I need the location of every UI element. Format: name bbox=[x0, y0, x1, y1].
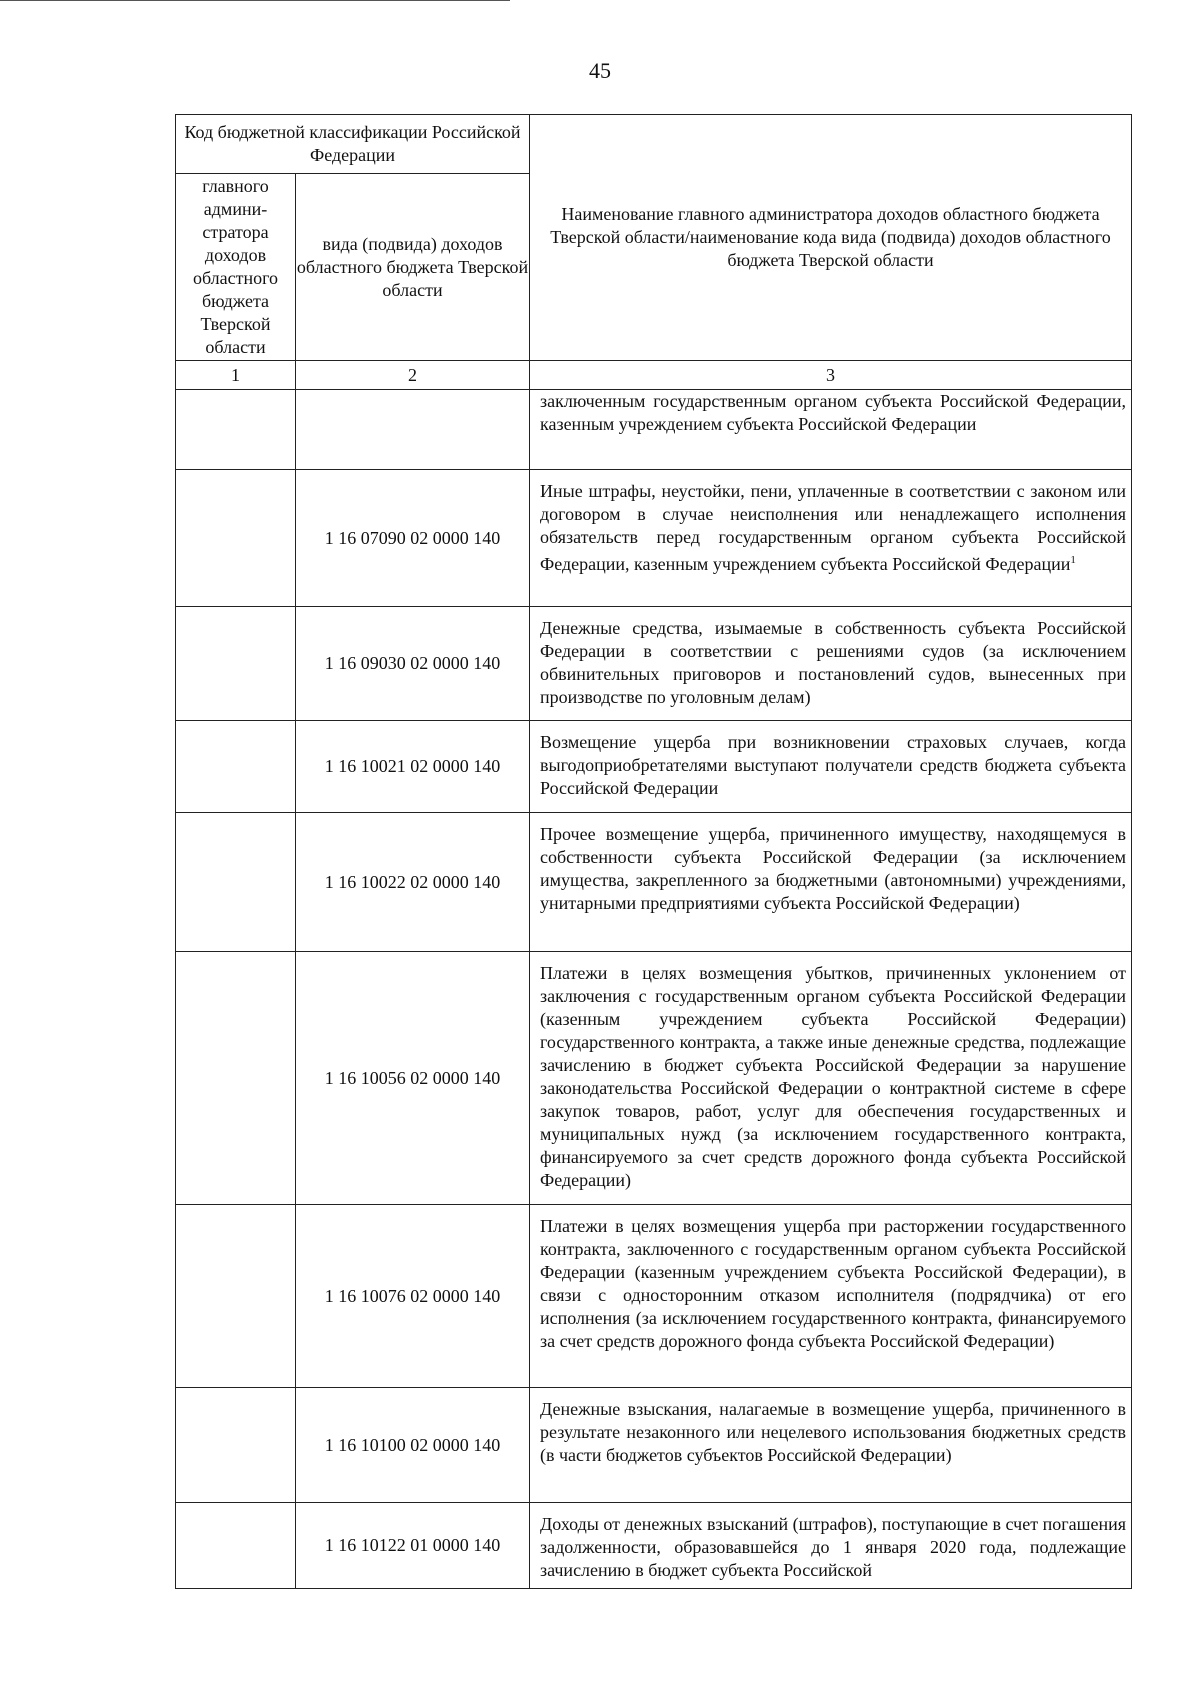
header-income-code: вида (подвида) доходов областного бюджета Тверской области bbox=[296, 174, 530, 361]
budget-classification-table bbox=[175, 114, 1132, 1589]
income-code-cell: 1 16 07090 02 0000 140 bbox=[296, 470, 530, 607]
table-header-row bbox=[176, 115, 1132, 174]
income-code-cell: 1 16 10056 02 0000 140 bbox=[296, 952, 530, 1205]
table-row bbox=[176, 813, 1132, 952]
admin-code-cell bbox=[176, 721, 296, 813]
description-cell bbox=[530, 470, 1132, 607]
income-code-cell: 1 16 10100 02 0000 140 bbox=[296, 1388, 530, 1503]
income-code-cell: 1 16 10122 01 0000 140 bbox=[296, 1503, 530, 1589]
column-number: 3 bbox=[530, 361, 1132, 390]
table-row bbox=[176, 1503, 1132, 1589]
admin-code-cell bbox=[176, 390, 296, 470]
description-cell: Прочее возмещение ущерба, причиненного имуществу, находящемуся в собственности субъекта Российской Федерации (за исключением имущества, закрепленного за бюджетными (автономными) учреждениями, унитарными предприятиями субъекта Российской Федерации) bbox=[530, 813, 1132, 952]
table-row bbox=[176, 607, 1132, 721]
income-code-cell bbox=[296, 390, 530, 470]
admin-code-cell bbox=[176, 813, 296, 952]
admin-code-cell bbox=[176, 952, 296, 1205]
description-text: Иные штрафы, неустойки, пени, уплаченные в соответствии с законом или договором в случае неисполнения или ненадлежащего исполнения обязательств перед государственным органом субъекта Российской Федерации, казенным учреждением субъекта Российской Федерации bbox=[540, 481, 1126, 574]
header-admin-code: главного админи-стратора доходов областного бюджета Тверской области bbox=[176, 174, 296, 361]
admin-code-cell bbox=[176, 607, 296, 721]
footnote-mark: 1 bbox=[1070, 554, 1076, 566]
table-row bbox=[176, 470, 1132, 607]
table-row bbox=[176, 721, 1132, 813]
header-name: Наименование главного администратора доходов областного бюджета Тверской области/наименование кода вида (подвида) доходов областного бюджета Тверской области bbox=[530, 115, 1132, 361]
description-cell: Доходы от денежных взысканий (штрафов), поступающие в счет погашения задолженности, образовавшейся до 1 января 2020 года, подлежащие зачислению в бюджет субъекта Российской bbox=[530, 1503, 1132, 1589]
header-group-code: Код бюджетной классификации Российской Федерации bbox=[176, 115, 530, 174]
income-code-cell: 1 16 10021 02 0000 140 bbox=[296, 721, 530, 813]
admin-code-cell bbox=[176, 1205, 296, 1388]
description-cell: Платежи в целях возмещения убытков, причиненных уклонением от заключения с государственным органом субъекта Российской Федерации (казенным учреждением субъекта Российской Федерации) государственного контракта, а также иные денежные средства, подлежащие зачислению в бюджет субъекта Российской Федерации за нарушение законодательства Российской Федерации о контрактной системе в сфере закупок товаров, работ, услуг для обеспечения государственных и муниципальных нужд (за исключением государственного контракта, финансируемого за счет средств дорожного фонда субъекта Российской Федерации) bbox=[530, 952, 1132, 1205]
column-number-row bbox=[176, 361, 1132, 390]
income-code-cell: 1 16 10022 02 0000 140 bbox=[296, 813, 530, 952]
scan-edge-line bbox=[0, 0, 510, 1]
description-cell: заключенным государственным органом субъекта Российской Федерации, казенным учреждением субъекта Российской Федерации bbox=[530, 390, 1132, 470]
description-cell: Денежные средства, изымаемые в собственность субъекта Российской Федерации в соответствии с решениями судов (за исключением обвинительных приговоров и постановлений судов, вынесенных при производстве по уголовным делам) bbox=[530, 607, 1132, 721]
table-row bbox=[176, 952, 1132, 1205]
table-row bbox=[176, 1205, 1132, 1388]
description-cell: Денежные взыскания, налагаемые в возмещение ущерба, причиненного в результате незаконного или нецелевого использования бюджетных средств (в части бюджетов субъектов Российской Федерации) bbox=[530, 1388, 1132, 1503]
description-cell: Возмещение ущерба при возникновении страховых случаев, когда выгодоприобретателями выступают получатели средств бюджета субъекта Российской Федерации bbox=[530, 721, 1132, 813]
admin-code-cell bbox=[176, 1388, 296, 1503]
income-code-cell: 1 16 10076 02 0000 140 bbox=[296, 1205, 530, 1388]
description-cell: Платежи в целях возмещения ущерба при расторжении государственного контракта, заключенного с государственным органом субъекта Российской Федерации (казенным учреждением субъекта Российской Федерации), в связи с односторонним отказом исполнителя (подрядчика) от его исполнения (за исключением государственного контракта, финансируемого за счет средств дорожного фонда субъекта Российской Федерации) bbox=[530, 1205, 1132, 1388]
column-number: 1 bbox=[176, 361, 296, 390]
admin-code-cell bbox=[176, 1503, 296, 1589]
page-number: 45 bbox=[589, 58, 611, 83]
column-number: 2 bbox=[296, 361, 530, 390]
income-code-cell: 1 16 09030 02 0000 140 bbox=[296, 607, 530, 721]
table-row bbox=[176, 1388, 1132, 1503]
admin-code-cell bbox=[176, 470, 296, 607]
table-row bbox=[176, 390, 1132, 470]
